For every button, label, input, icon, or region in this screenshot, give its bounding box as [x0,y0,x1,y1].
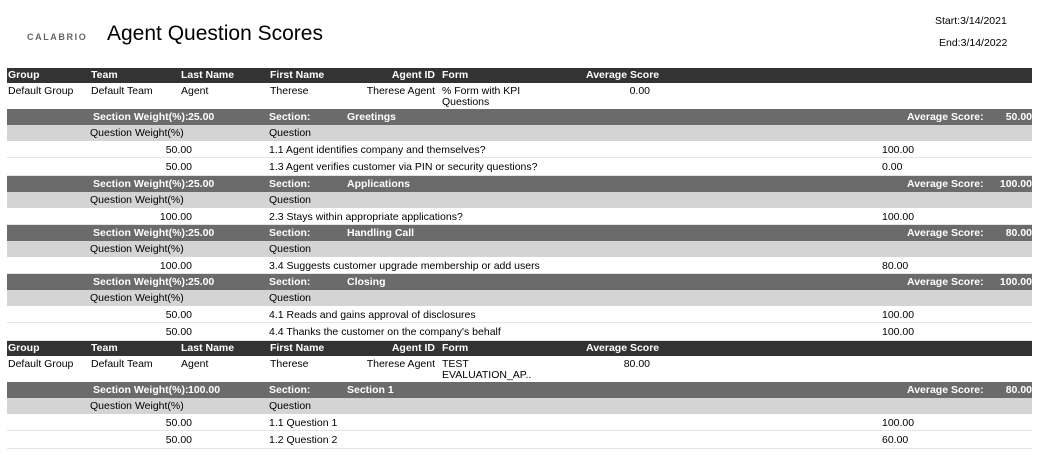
question-weight-cell: 100.00 [159,211,192,223]
question-weight-header: Question Weight(%) [90,292,184,304]
question-text-cell: 4.1 Reads and gains approval of disclosures [269,309,476,321]
section-weight-label: Section Weight(%): [93,111,189,123]
agent-row [7,356,1032,382]
team-cell: Default Team [91,358,153,370]
section-weight-label: Section Weight(%): [93,276,189,288]
question-row [7,323,1032,341]
question-weight-header: Question Weight(%) [90,400,184,412]
agent-id-header: Agent ID [391,69,435,81]
section-score-value: 100.00 [999,276,1032,288]
form-header: Form [442,69,469,81]
section-name: Section 1 [347,384,394,396]
agent-column-header [7,68,1032,83]
team-header: Team [91,69,118,81]
question-score-cell: 0.00 [882,161,903,173]
question-row [7,414,1032,431]
page-title: Agent Question Scores [107,22,323,45]
question-score-cell: 100.00 [882,211,915,223]
question-header: Question [269,127,312,139]
section-score-value: 100.00 [999,178,1032,190]
form-header: Form [442,342,469,354]
question-text-cell: 4.4 Thanks the customer on the company's behalf [269,326,501,338]
question-weight-cell: 50.00 [165,434,192,446]
section-weight-value: 25.00 [188,178,215,190]
section-label: Section: [269,227,311,239]
group-cell: Default Group [8,85,74,97]
team-header: Team [91,342,118,354]
question-text-cell: 1.1 Question 1 [269,417,338,429]
question-header-row [7,241,1032,257]
section-row [7,109,1032,125]
last-name-cell: Agent [181,358,209,370]
question-weight-header: Question Weight(%) [90,127,184,139]
question-header: Question [269,194,312,206]
end-date: End:3/14/2022 [939,37,1008,49]
question-weight-cell: 50.00 [165,161,192,173]
question-row [7,208,1032,225]
last-name-header: Last Name [181,69,235,81]
section-weight-value: 25.00 [188,276,215,288]
question-row [7,158,1032,176]
section-name: Applications [347,178,411,190]
question-weight-header: Question Weight(%) [90,194,184,206]
section-weight-label: Section Weight(%): [93,227,189,239]
question-score-cell: 60.00 [882,434,909,446]
question-header-row [7,290,1032,306]
average-score-header: Average Score [586,69,660,81]
section-label: Section: [269,178,311,190]
first-name-header: First Name [270,342,325,354]
section-score-label: Average Score: [907,111,984,123]
agent-id-cell: Therese Agent [366,358,435,370]
question-row [7,141,1032,158]
section-weight-value: 25.00 [188,111,215,123]
group-header: Group [8,342,40,354]
form-cell: TEST EVALUATION_AP.. [442,358,532,381]
section-name: Handling Call [347,227,415,239]
average-score-cell: 0.00 [629,85,650,97]
question-text-cell: 3.4 Suggests customer upgrade membership or add users [269,260,540,272]
section-label: Section: [269,111,311,123]
first-name-header: First Name [270,69,325,81]
calabrio-logo: CALABRIO [27,32,88,42]
question-header-row [7,125,1032,141]
section-score-label: Average Score: [907,178,984,190]
section-score-value: 80.00 [1005,227,1032,239]
question-score-cell: 100.00 [882,309,915,321]
section-weight-value: 100.00 [188,384,221,396]
question-text-cell: 1.1 Agent identifies company and themselves? [269,144,486,156]
last-name-cell: Agent [181,85,209,97]
question-weight-header: Question Weight(%) [90,243,184,255]
start-date: Start:3/14/2021 [935,15,1007,27]
section-score-value: 80.00 [1005,384,1032,396]
question-weight-cell: 50.00 [165,309,192,321]
form-cell: % Form with KPI Questions [442,85,521,108]
question-weight-cell: 50.00 [165,326,192,338]
question-score-cell: 100.00 [882,417,915,429]
group-header: Group [8,69,40,81]
average-score-header: Average Score [586,342,660,354]
section-weight-value: 25.00 [188,227,215,239]
section-row [7,176,1032,192]
section-score-label: Average Score: [907,384,984,396]
agent-row [7,83,1032,109]
section-label: Section: [269,384,311,396]
section-score-label: Average Score: [907,227,984,239]
question-score-cell: 80.00 [882,260,909,272]
question-text-cell: 1.2 Question 2 [269,434,338,446]
question-text-cell: 2.3 Stays within appropriate applications? [269,211,463,223]
team-cell: Default Team [91,85,153,97]
agent-id-cell: Therese Agent [366,85,435,97]
group-cell: Default Group [8,358,74,370]
last-name-header: Last Name [181,342,235,354]
question-score-cell: 100.00 [882,326,915,338]
section-row [7,225,1032,241]
question-header-row [7,398,1032,414]
question-row [7,431,1032,449]
first-name-cell: Therese [270,85,309,97]
question-row [7,306,1032,323]
first-name-cell: Therese [270,358,309,370]
question-score-cell: 100.00 [882,144,915,156]
question-weight-cell: 50.00 [165,144,192,156]
question-weight-cell: 100.00 [159,260,192,272]
average-score-cell: 80.00 [623,358,650,370]
section-weight-label: Section Weight(%): [93,178,189,190]
section-row [7,274,1032,290]
section-name: Closing [347,276,386,288]
question-text-cell: 1.3 Agent verifies customer via PIN or security questions? [269,161,538,173]
question-header: Question [269,243,312,255]
section-label: Section: [269,276,311,288]
question-header: Question [269,292,312,304]
section-name: Greetings [347,111,397,123]
agent-column-header [7,341,1032,356]
report-table [7,68,1032,449]
section-score-value: 50.00 [1005,111,1032,123]
agent-id-header: Agent ID [391,342,435,354]
section-score-label: Average Score: [907,276,984,288]
question-row [7,257,1032,274]
question-header-row [7,192,1032,208]
section-weight-label: Section Weight(%): [93,384,189,396]
question-header: Question [269,400,312,412]
question-weight-cell: 50.00 [165,417,192,429]
section-row [7,382,1032,398]
